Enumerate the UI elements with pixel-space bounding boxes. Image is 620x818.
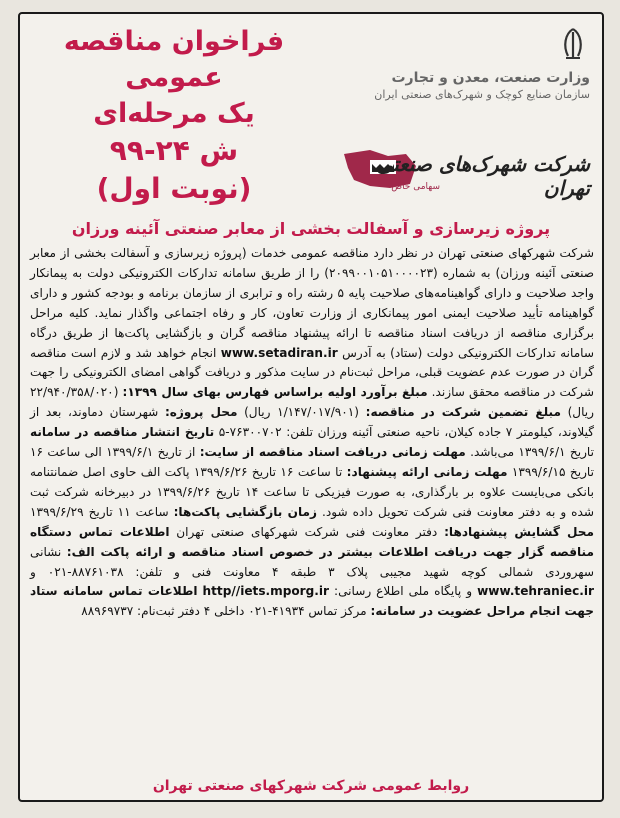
public-relations-footer: روابط عمومی شرکت شهرکهای صنعتی تهران bbox=[152, 778, 470, 794]
company-subtitle: سهامی خاص bbox=[391, 182, 440, 192]
place-value: دفتر معاونت فنی شرکت شهرکهای صنعتی تهران bbox=[176, 524, 438, 539]
guarantee-label: مبلغ تضمین شرکت در مناقصه: bbox=[365, 405, 561, 420]
tender-number: ش ۲۴-۹۹ bbox=[109, 134, 239, 167]
ministry-name: وزارت صنعت، معدن و تجارت bbox=[391, 70, 590, 86]
submit-label: مهلت زمانی ارائه پیشنهاد: bbox=[346, 464, 508, 479]
company-logo bbox=[340, 144, 590, 200]
ministry-block bbox=[330, 26, 590, 101]
intro-text: شرکت شهرکهای صنعتی تهران در نظر دارد مناقصه عمومی خدمات (پروژه زیرسازی و آسفالت بخشی از معابر صنعتی آئینه ورزان) به شماره (۲۰۹۹۰۰۱۰۵۱۰۰۰۰۲۳) را از طریق سامانه تدارکات الکترونیکی دولت به پیمانکار واجد صلاحیت و دارای گواهینامه‌های صلاحیت پایه ۵ رشته راه و ترابری از سازمان برنامه و بودجه کشور و دارای گواهینامه تأیید صلاحیت ایمنی امور پیمانکاری از وزارت تعاون، کار و رفاه اجتماعی واگذار نماید. کلیه مراحل برگزاری مناقصه از دریافت اسناد مناقصه تا ارائه پیشنهاد مناقصه گران و بازگشایی پاکت‌ها از طریق درگاه سامانه تدارکات الکترونیکی دولت (ستاد) به آدرس bbox=[30, 246, 594, 360]
tender-stage: یک مرحله‌ای bbox=[93, 98, 255, 129]
place-label: محل گشایش پیشنهادها: bbox=[444, 524, 594, 539]
iran-emblem-icon bbox=[330, 26, 590, 66]
tehraniec-suffix: و پایگاه ملی اطلاع رسانی: bbox=[334, 584, 473, 599]
opening-value: ساعت ۱۱ تاریخ ۱۳۹۹/۶/۲۹ bbox=[30, 504, 169, 519]
notice-body bbox=[30, 244, 594, 622]
organization-name: سازمان صنایع کوچک و شهرک‌های صنعتی ایران bbox=[374, 88, 590, 101]
notice-frame bbox=[18, 12, 604, 802]
publish-label: تاریخ انتشار مناقصه در سامانه bbox=[30, 425, 215, 440]
contact-label: اطلاعات تماس دستگاه مناقصه گزار جهت دریافت اطلاعات بیشتر در خصوص اسناد مناقصه و ارائه پاکت الف: bbox=[30, 524, 594, 559]
tehraniec-link[interactable]: www.tehraniec.ir bbox=[477, 584, 594, 599]
estimate-label: مبلغ برآورد اولیه براساس فهارس بهای سال ۱۳۹۹: bbox=[122, 385, 428, 400]
download-value: از تاریخ ۱۳۹۹/۶/۱ الی ساعت ۱۶ تاریخ ۱۳۹۹/۶/۱۵ bbox=[30, 445, 594, 479]
location-value: شهرستان دماوند، بعد از گیلاوند، کیلومتر ۷ جاده کیلان، ناحیه صنعتی آئینه ورزان تلفن: ۷۶۳۰۰۷۰۲-۵ bbox=[30, 405, 594, 440]
tender-round: (نوبت اول) bbox=[96, 172, 252, 205]
opening-label: زمان بازگشایی پاکت‌ها: bbox=[173, 504, 317, 519]
submit-value: تا ساعت ۱۶ تاریخ ۱۳۹۹/۶/۲۶ پاکت الف حاوی اصل ضمانتنامه بانکی می‌بایست علاوه بر بارگذاری، به صورت فیزیکی تا ساعت ۱۴ تاریخ ۱۳۹۹/۶/۲۶ در دبیرخانه شرکت ثبت شده و به دفتر معاونت فنی شرکت تحویل داده شود. bbox=[30, 464, 594, 519]
guarantee-value: (۱/۱۴۷/۰۱۷/۹۰۱ ریال) bbox=[244, 405, 359, 420]
setadiran-link[interactable]: www.setadiran.ir bbox=[220, 345, 338, 360]
tender-title-block bbox=[34, 24, 314, 208]
project-title: پروژه زیرسازی و آسفالت بخشی از معابر صنعتی آئینه ورزان bbox=[71, 219, 551, 238]
notice-header bbox=[20, 14, 602, 214]
setad-contact-value: مرکز تماس ۴۱۹۳۴-۰۲۱ داخلی ۴ دفتر ثبت‌نام: ۸۸۹۶۹۷۳۷ bbox=[81, 604, 367, 619]
setad-contact-label: اطلاعات تماس سامانه ستاد جهت انجام مراحل عضویت در سامانه: bbox=[30, 584, 594, 619]
contact-value: نشانی سهروردی شمالی کوچه شهید مجیبی پلاک ۳ طبقه ۴ معاونت فنی و تلفن: ۸۸۷۶۱۰۳۸-۰۲۱ و bbox=[30, 544, 594, 579]
publish-value: تاریخ ۱۳۹۹/۶/۱ می‌باشد. bbox=[470, 445, 594, 460]
download-label: مهلت زمانی دریافت اسناد مناقصه از سایت: bbox=[199, 445, 466, 460]
location-label: محل پروژه: bbox=[164, 405, 238, 420]
tender-title: فراخوان مناقصه عمومی bbox=[63, 26, 285, 93]
iets-link[interactable]: http//iets.mporg.ir bbox=[202, 584, 330, 599]
estimate-value: (۲۲/۹۴۰/۳۵۸/۰۲۰ ریال) bbox=[30, 385, 594, 420]
intro-text-2: انجام خواهد شد و لازم است مناقصه گران در صورت عدم عضویت قبلی، مراحل ثبت‌نام در سایت مذکور و دریافت گواهی امضای الکترونیکی را جهت شرکت در مناقصه محقق سازند. bbox=[30, 345, 594, 400]
company-name: شرکت شهرک‌های صنعتی تهران bbox=[376, 152, 590, 200]
